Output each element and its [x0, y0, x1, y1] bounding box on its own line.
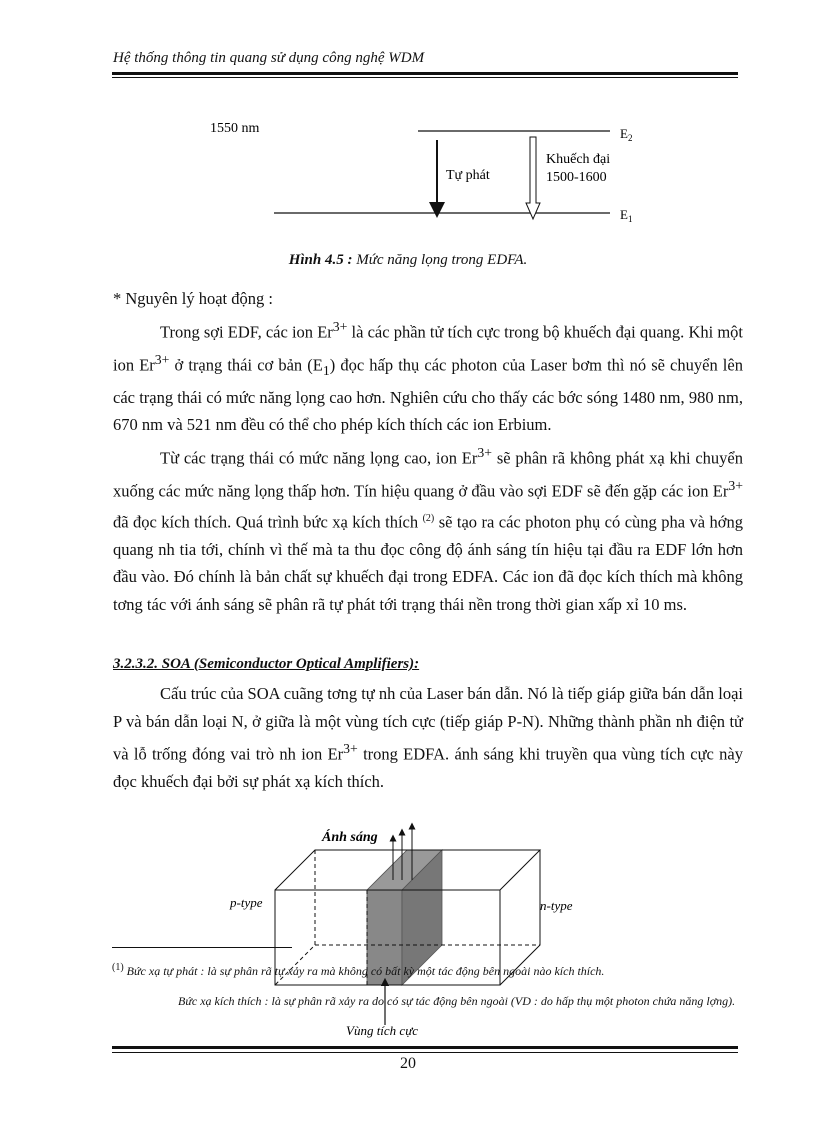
paragraph-1: Trong sợi EDF, các ion $Er^{3+}$ là các phần tử tích cực trong bộ khuếch đại quang. Khi một ion $Er^{3+}$ ở trạng thái cơ bản $(E_1)$ đọc hấp thụ các photon của Laser bơm thì nó sẽ chuyển lên các trạng thái có mức năng lọng cao hơn. Nghiên cứu cho thấy các bớc sóng 1480 nm, 980 nm, 670 nm và 521 nm đều có thể cho phép kích thích các ion Erbium.: [113, 318, 744, 435]
upper-level-label: $E_2$: [620, 126, 633, 143]
paragraph-2: Từ các trạng thái có mức năng lọng cao, ion $Er^{3+}$ sẽ phân rã không phát xạ khi chuyển xuống các mức năng lọng thấp hơn. Tín hiệu quang ở đầu vào sợi EDF sẽ đến gặp các ion $Er^{3+}$ đã đọc kích thích. Quá trình bức xạ kích thích $^{(2)}$ sẽ tạo ra các photon phụ có cùng pha và hớng quang nh tia tới, chính vì thế mà ta thu đọc công độ ánh sáng tín hiệu tại đầu ra EDF lớn hơn đầu vào. Đó chính là bản chất sự khuếch đại trong EDFA. Các ion đã đọc kích thích mà không tơng tác với ánh sáng sẽ phân rã tự phát tới trạng thái nền trong thời gian xấp xỉ 10 ms.: [113, 444, 743, 614]
principle-heading: * Nguyên lý hoạt động :: [113, 289, 273, 308]
caption-label: Hình 4.5 :: [288, 252, 353, 268]
energy-level-diagram: [200, 115, 660, 230]
wavelength-label: 1550 nm: [210, 121, 260, 136]
amplify-hollow-arrow: [526, 137, 540, 219]
active-region-label: Vùng tích cực: [346, 1023, 419, 1038]
soa-paragraph: Cấu trúc của SOA cuãng tơng tự nh của Laser bán dẫn. Nó là tiếp giáp giữa bán dẫn loại P và bán dẫn loại N, ở giữa là một vùng tích cực (tiếp giáp P-N). Những thành phần nh điện tử và lỗ trống đóng vai trò nh ion $Er^{3+}$ trong EDFA. ánh sáng khi truyền qua vùng tích cực này đọc khuếch đại bởi sự phát xạ kích thích.: [113, 684, 743, 791]
footer-rule-thin: [112, 1052, 738, 1053]
principle-section: [113, 285, 743, 618]
footnote-1: $^{(1)}$ Bức xạ tự phát : là sự phân rã tự xảy ra mà không có bất kỳ một tác động bên ngoài nào kích thích.: [112, 962, 605, 978]
header-rule-thin: [112, 77, 738, 78]
running-header-title: Hệ thống thông tin quang sử dụng công nghệ WDM: [113, 50, 425, 66]
soa-structure-diagram: [110, 820, 630, 1045]
amplify-label: Khuếch đại: [546, 152, 611, 167]
light-label: Ánh sáng: [322, 830, 378, 845]
footer-rule-thick: [112, 1046, 738, 1049]
lower-level-label: $E_1$: [620, 207, 633, 224]
footnote-separator: [112, 947, 292, 948]
spontaneous-label: Tự phát: [446, 168, 490, 183]
header-rule-thick: [112, 72, 738, 75]
soa-section-body: [113, 680, 743, 796]
figure-caption: [0, 252, 816, 269]
n-type-label: n-type: [540, 898, 573, 913]
amplify-range: 1500-1600: [546, 170, 607, 185]
p-type-label: p-type: [230, 895, 263, 910]
soa-section-heading: 3.2.3.2. SOA (Semiconductor Optical Amplifiers):: [113, 656, 420, 672]
caption-text: Mức năng lọng trong EDFA.: [356, 252, 528, 268]
footnote-2: Bức xạ kích thích : là sự phân rã xảy ra do có sự tác động bên ngoài (VD : do hấp thụ một photon chứa năng lợng).: [178, 994, 736, 1008]
page-number: 20: [400, 1055, 416, 1072]
